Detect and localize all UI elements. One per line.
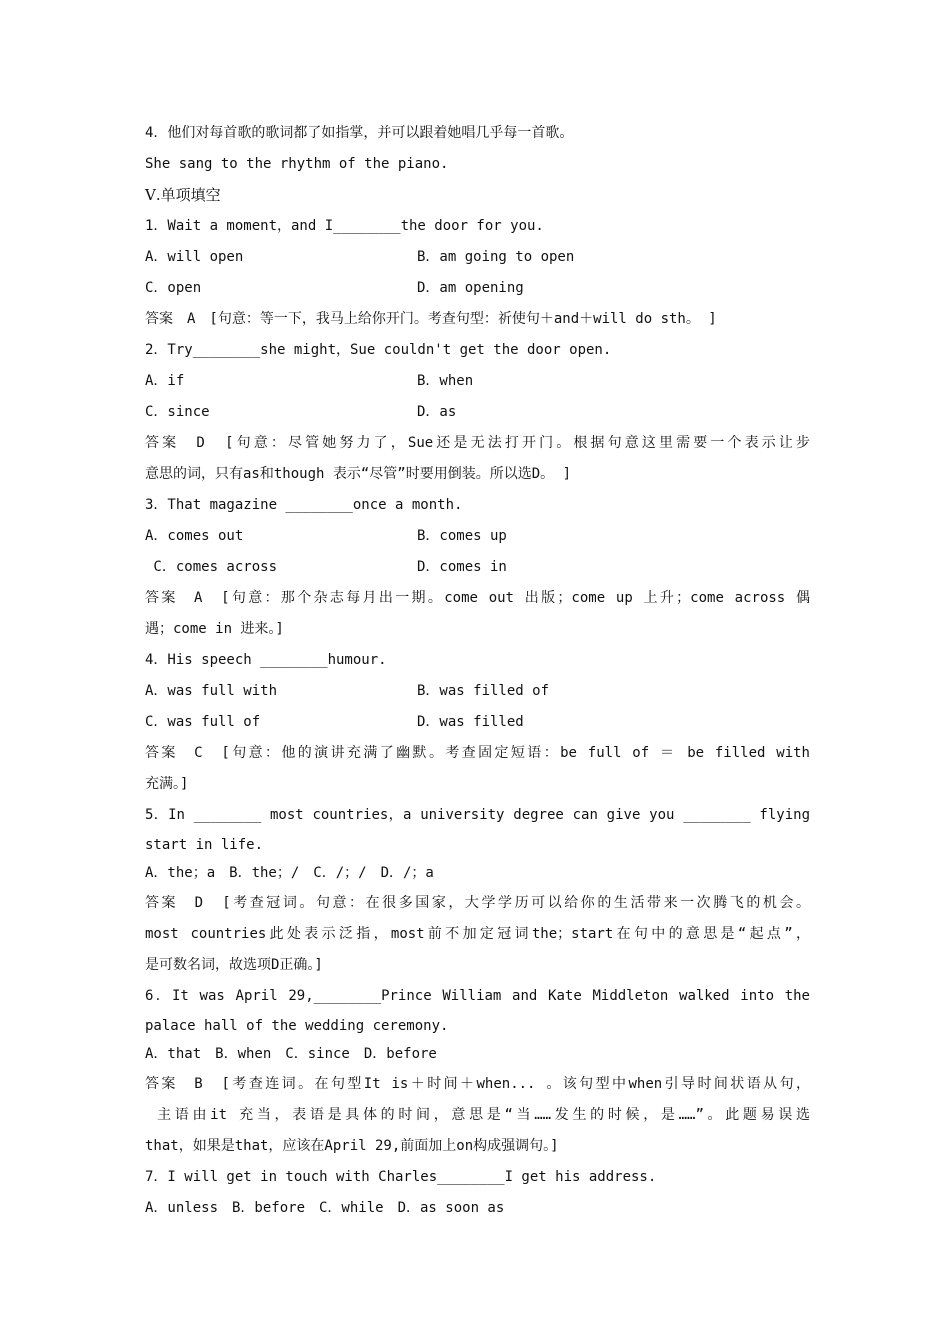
answer-line: 答案 D [句意：尽管她努力了，Sue还是无法打开门。根据句意这里需要一个表示让步 — [145, 435, 810, 451]
answer-line: 答案 A [句意：等一下，我马上给你开门。考查句型：祈使句＋and＋will do sth。 ] — [145, 311, 717, 327]
answer-line: 答案 C [句意：他的演讲充满了幽默。考查固定短语：be full of ＝ be filled with — [145, 745, 810, 761]
options-inline: A．unless B．before C．while D．as soon as — [145, 1200, 505, 1216]
question-stem: 7．I will get in touch with Charles________I get his address. — [145, 1169, 657, 1185]
answer-line: 是可数名词，故选项D正确。] — [145, 957, 323, 973]
option-c: C．comes across — [145, 559, 278, 575]
question-stem-continued: start in life. — [145, 837, 264, 853]
section-title: Ⅴ.单项填空 — [145, 186, 221, 204]
options-inline: A．the；a B．the；/ C．/；/ D．/；a — [145, 865, 434, 881]
intro-q4-chinese: 4．他们对每首歌的歌词都了如指掌，并可以跟着她唱几乎每一首歌。 — [145, 125, 574, 141]
options-inline: A．that B．when C．since D．before — [145, 1046, 437, 1062]
answer-line: 答案 D [考查冠词。句意：在很多国家，大学学历可以给你的生活带来一次腾飞的机会。 — [145, 895, 810, 911]
question-2 — [145, 335, 810, 490]
options-row — [145, 397, 810, 428]
options-row — [145, 552, 810, 583]
option-c: C．since — [145, 404, 210, 420]
question-stem: 4．His speech ________humour. — [145, 652, 387, 668]
document-page — [145, 118, 810, 1224]
answer-line: most countries此处表示泛指，most前不加定冠词the；start在句中的意思是“起点”， — [145, 926, 810, 942]
question-6 — [145, 981, 810, 1162]
options-row — [145, 366, 810, 397]
intro-q4-english: She sang to the rhythm of the piano. — [145, 156, 449, 172]
answer-line: 充满。] — [145, 776, 189, 792]
option-a: A．comes out — [145, 528, 244, 544]
question-7 — [145, 1162, 810, 1224]
options-row — [145, 273, 810, 304]
question-stem: 1．Wait a moment，and I________the door for you. — [145, 218, 544, 234]
question-stem-continued: palace hall of the wedding ceremony. — [145, 1018, 449, 1034]
answer-line: that，如果是that，应该在April 29,前面加上on构成强调句。] — [145, 1138, 559, 1154]
option-d: D．was filled — [417, 714, 524, 730]
options-row — [145, 521, 810, 552]
answer-line: 意思的词，只有as和though 表示“尽管”时要用倒装。所以选D。 ] — [145, 466, 572, 482]
option-b: B．was filled of — [417, 683, 550, 699]
question-stem: 6．It was April 29,________Prince William and Kate Middleton walked into the — [145, 988, 810, 1004]
option-b: B．comes up — [417, 528, 507, 544]
answer-line: 答案 A [句意：那个杂志每月出一期。come out 出版；come up 上升；come across 偶 — [145, 590, 810, 606]
question-stem: 2．Try________she might，Sue couldn't get the door open. — [145, 342, 612, 358]
question-3 — [145, 490, 810, 645]
question-stem: 3．That magazine ________once a month. — [145, 497, 463, 513]
answer-line: 遇；come in 进来。] — [145, 621, 284, 637]
option-a: A．if — [145, 373, 185, 389]
option-d: D．comes in — [417, 559, 507, 575]
option-a: A．will open — [145, 249, 244, 265]
question-1 — [145, 211, 810, 335]
option-a: A．was full with — [145, 683, 278, 699]
question-5 — [145, 800, 810, 981]
question-stem: 5．In ________ most countries，a university degree can give you ________ flying — [145, 807, 810, 823]
option-b: B．am going to open — [417, 249, 575, 265]
option-d: D．am opening — [417, 280, 524, 296]
options-row — [145, 242, 810, 273]
options-row — [145, 676, 810, 707]
option-b: B．when — [417, 373, 474, 389]
option-c: C．open — [145, 280, 202, 296]
question-4 — [145, 645, 810, 800]
answer-line: 答案 B [考查连词。在句型It is＋时间＋when... 。该句型中when引导时间状语从句， — [145, 1076, 810, 1092]
options-row — [145, 707, 810, 738]
option-c: C．was full of — [145, 714, 261, 730]
answer-line: 主语由it 充当，表语是具体的时间，意思是“当……发生的时候，是……”。此题易误选 — [145, 1107, 810, 1123]
option-d: D．as — [417, 404, 457, 420]
